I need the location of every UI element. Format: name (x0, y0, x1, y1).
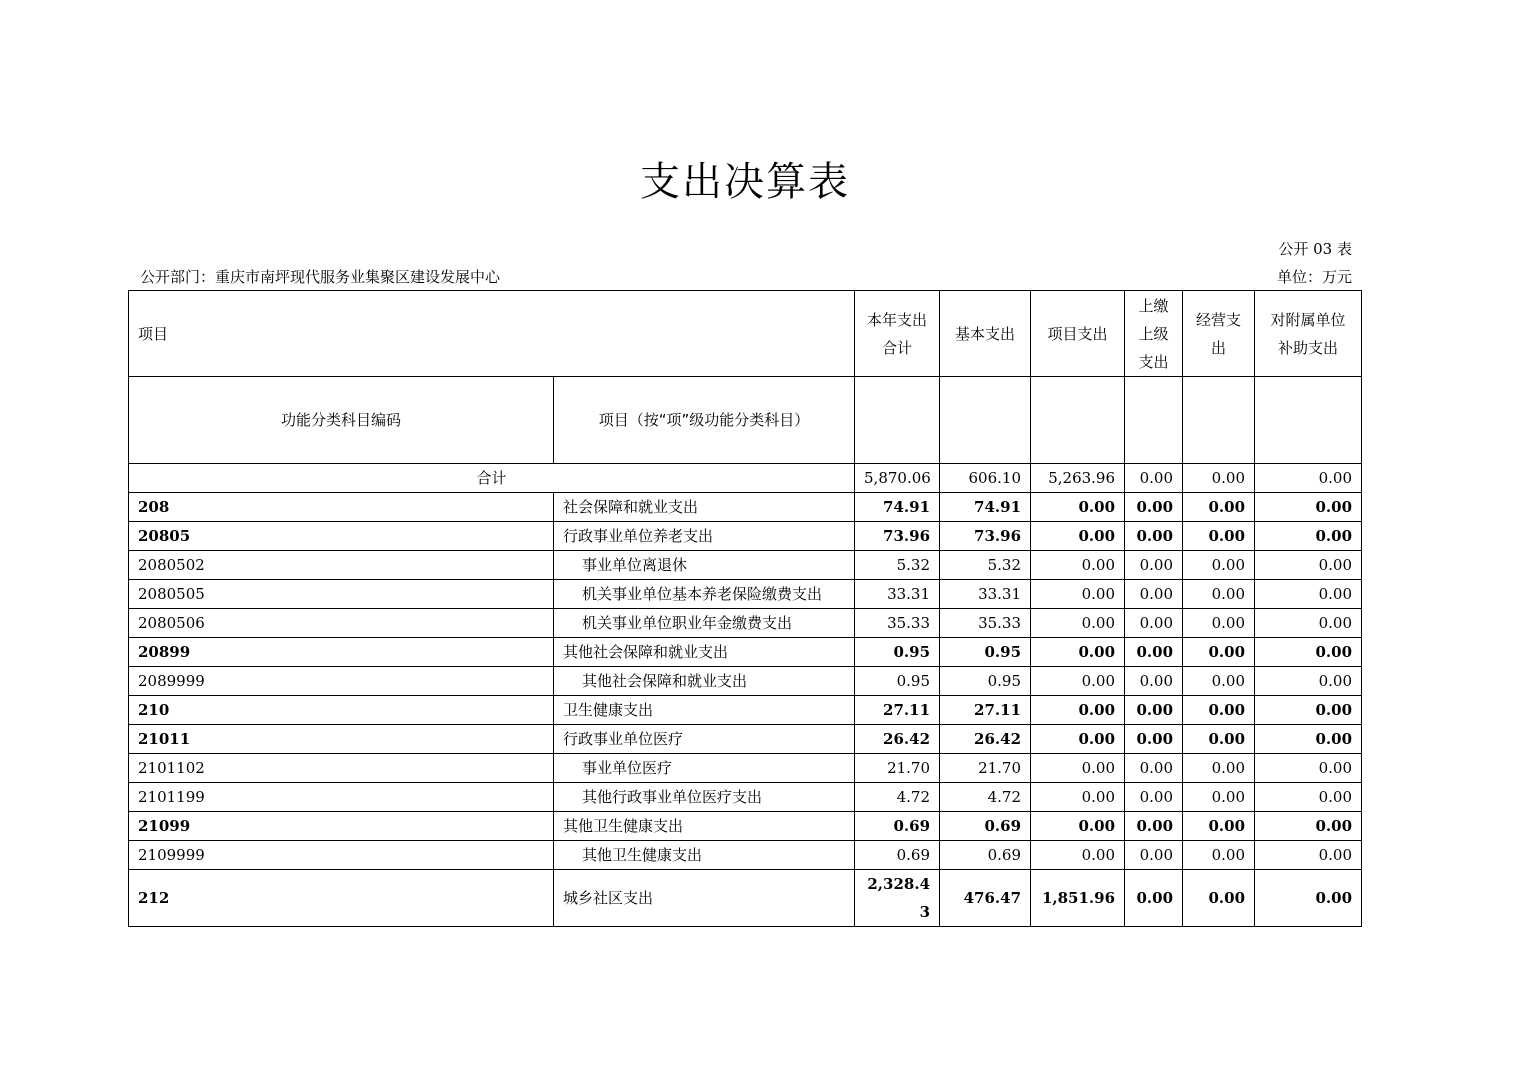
empty-cell (1183, 377, 1255, 464)
table-row (129, 609, 1362, 638)
row-value: 0.00 (1031, 841, 1125, 870)
row-value: 4.72 (940, 783, 1031, 812)
empty-cell (1125, 377, 1183, 464)
header-code: 功能分类科目编码 (129, 377, 554, 464)
row-name: 其他卫生健康支出 (554, 841, 855, 870)
row-value: 4.72 (855, 783, 940, 812)
total-value: 0.00 (1125, 464, 1183, 493)
row-name: 事业单位医疗 (554, 754, 855, 783)
expenditure-table (128, 290, 1362, 927)
row-value: 26.42 (855, 725, 940, 754)
row-value: 0.00 (1031, 812, 1125, 841)
row-code: 20805 (129, 522, 554, 551)
row-value: 0.00 (1125, 580, 1183, 609)
row-code: 2080502 (129, 551, 554, 580)
row-value: 0.00 (1255, 783, 1362, 812)
row-value: 0.00 (1031, 638, 1125, 667)
row-value: 0.00 (1255, 725, 1362, 754)
row-value: 0.00 (1183, 667, 1255, 696)
row-value: 0.00 (1125, 783, 1183, 812)
row-value: 1,851.96 (1031, 870, 1125, 927)
row-value: 0.00 (1183, 609, 1255, 638)
row-value: 0.00 (1031, 580, 1125, 609)
row-value: 0.00 (1125, 609, 1183, 638)
row-name: 其他行政事业单位医疗支出 (554, 783, 855, 812)
row-value: 0.00 (1255, 551, 1362, 580)
row-value: 0.95 (855, 667, 940, 696)
row-code: 2089999 (129, 667, 554, 696)
row-value: 0.00 (1183, 638, 1255, 667)
row-value: 0.00 (1125, 870, 1183, 927)
row-value: 26.42 (940, 725, 1031, 754)
header-subsidy: 对附属单位补助支出 (1255, 291, 1362, 377)
table-row (129, 870, 1362, 927)
header-operate: 经营支出 (1183, 291, 1255, 377)
row-value: 0.00 (1031, 754, 1125, 783)
row-value: 0.00 (1031, 667, 1125, 696)
row-value: 0.00 (1255, 870, 1362, 927)
row-value: 0.95 (940, 638, 1031, 667)
row-value: 0.69 (940, 841, 1031, 870)
row-value: 0.00 (1125, 551, 1183, 580)
row-value: 0.00 (1255, 841, 1362, 870)
row-name: 社会保障和就业支出 (554, 493, 855, 522)
row-code: 21099 (129, 812, 554, 841)
row-code: 2101199 (129, 783, 554, 812)
row-value: 0.00 (1031, 696, 1125, 725)
row-value: 0.00 (1255, 754, 1362, 783)
table-row (129, 696, 1362, 725)
row-value: 476.47 (940, 870, 1031, 927)
table-row (129, 522, 1362, 551)
row-value: 27.11 (940, 696, 1031, 725)
row-code: 2080506 (129, 609, 554, 638)
row-value: 0.00 (1125, 522, 1183, 551)
row-value: 35.33 (855, 609, 940, 638)
header-name: 项目（按“项”级功能分类科目） (554, 377, 855, 464)
total-value: 5,263.96 (1031, 464, 1125, 493)
row-code: 208 (129, 493, 554, 522)
row-value: 0.69 (855, 841, 940, 870)
empty-cell (940, 377, 1031, 464)
row-value: 0.00 (1031, 783, 1125, 812)
row-value: 0.00 (1125, 841, 1183, 870)
row-value: 0.00 (1031, 522, 1125, 551)
total-row (129, 464, 1362, 493)
table-row (129, 812, 1362, 841)
row-code: 212 (129, 870, 554, 927)
row-code: 2109999 (129, 841, 554, 870)
row-value: 0.00 (1125, 696, 1183, 725)
empty-cell (855, 377, 940, 464)
row-value: 74.91 (940, 493, 1031, 522)
total-label: 合计 (129, 464, 855, 493)
row-value: 0.00 (1183, 493, 1255, 522)
row-value: 0.00 (1183, 580, 1255, 609)
table-row (129, 725, 1362, 754)
row-value: 0.00 (1125, 493, 1183, 522)
table-row (129, 667, 1362, 696)
row-name: 其他卫生健康支出 (554, 812, 855, 841)
row-value: 0.00 (1255, 667, 1362, 696)
header-row (129, 291, 1362, 377)
row-value: 0.00 (1183, 696, 1255, 725)
row-value: 0.00 (1031, 725, 1125, 754)
row-name: 行政事业单位医疗 (554, 725, 855, 754)
row-code: 21011 (129, 725, 554, 754)
table-row (129, 841, 1362, 870)
header-remit: 上缴上级支出 (1125, 291, 1183, 377)
total-value: 5,870.06 (855, 464, 940, 493)
row-value: 33.31 (855, 580, 940, 609)
row-value: 73.96 (855, 522, 940, 551)
row-value: 0.00 (1031, 609, 1125, 638)
form-number: 公开 03 表 (1278, 240, 1352, 258)
row-value: 0.00 (1183, 725, 1255, 754)
row-value: 5.32 (855, 551, 940, 580)
row-value: 0.69 (855, 812, 940, 841)
row-value: 0.00 (1183, 551, 1255, 580)
empty-cell (1031, 377, 1125, 464)
row-code: 210 (129, 696, 554, 725)
row-value: 0.00 (1255, 493, 1362, 522)
header-item: 项目 (129, 291, 855, 377)
row-value: 0.00 (1255, 812, 1362, 841)
row-code: 2080505 (129, 580, 554, 609)
row-name: 其他社会保障和就业支出 (554, 638, 855, 667)
total-value: 0.00 (1255, 464, 1362, 493)
row-code: 20899 (129, 638, 554, 667)
table-row (129, 783, 1362, 812)
row-value: 0.95 (855, 638, 940, 667)
row-value: 0.00 (1183, 812, 1255, 841)
subheader-row (129, 377, 1362, 464)
unit-label: 单位：万元 (1276, 268, 1352, 286)
table-row (129, 580, 1362, 609)
row-name: 机关事业单位职业年金缴费支出 (554, 609, 855, 638)
row-value: 0.00 (1183, 841, 1255, 870)
page-title: 支出决算表 (640, 159, 850, 205)
department-label: 公开部门：重庆市南坪现代服务业集聚区建设发展中心 (140, 268, 501, 286)
total-value: 0.00 (1183, 464, 1255, 493)
header-basic: 基本支出 (940, 291, 1031, 377)
row-name: 机关事业单位基本养老保险缴费支出 (554, 580, 855, 609)
row-value: 0.00 (1125, 812, 1183, 841)
row-name: 卫生健康支出 (554, 696, 855, 725)
row-value: 0.00 (1125, 638, 1183, 667)
row-name: 行政事业单位养老支出 (554, 522, 855, 551)
table-row (129, 638, 1362, 667)
row-value: 73.96 (940, 522, 1031, 551)
row-value: 0.00 (1031, 551, 1125, 580)
row-name: 城乡社区支出 (554, 870, 855, 927)
header-total: 本年支出合计 (855, 291, 940, 377)
row-value: 2,328.43 (855, 870, 940, 927)
row-value: 0.00 (1183, 870, 1255, 927)
table-row (129, 754, 1362, 783)
row-value: 0.00 (1125, 667, 1183, 696)
row-value: 0.00 (1255, 696, 1362, 725)
row-value: 21.70 (855, 754, 940, 783)
row-value: 0.00 (1183, 783, 1255, 812)
row-name: 其他社会保障和就业支出 (554, 667, 855, 696)
table-row (129, 493, 1362, 522)
row-value: 0.00 (1255, 609, 1362, 638)
row-value: 0.00 (1125, 754, 1183, 783)
row-value: 0.00 (1255, 638, 1362, 667)
row-value: 74.91 (855, 493, 940, 522)
row-value: 27.11 (855, 696, 940, 725)
row-value: 21.70 (940, 754, 1031, 783)
header-project: 项目支出 (1031, 291, 1125, 377)
row-value: 0.00 (1255, 522, 1362, 551)
row-value: 33.31 (940, 580, 1031, 609)
table-row (129, 551, 1362, 580)
row-value: 0.00 (1255, 580, 1362, 609)
row-name: 事业单位离退休 (554, 551, 855, 580)
row-value: 5.32 (940, 551, 1031, 580)
total-value: 606.10 (940, 464, 1031, 493)
row-value: 35.33 (940, 609, 1031, 638)
row-code: 2101102 (129, 754, 554, 783)
row-value: 0.00 (1183, 754, 1255, 783)
row-value: 0.00 (1183, 522, 1255, 551)
row-value: 0.69 (940, 812, 1031, 841)
row-value: 0.95 (940, 667, 1031, 696)
row-value: 0.00 (1125, 725, 1183, 754)
row-value: 0.00 (1031, 493, 1125, 522)
empty-cell (1255, 377, 1362, 464)
